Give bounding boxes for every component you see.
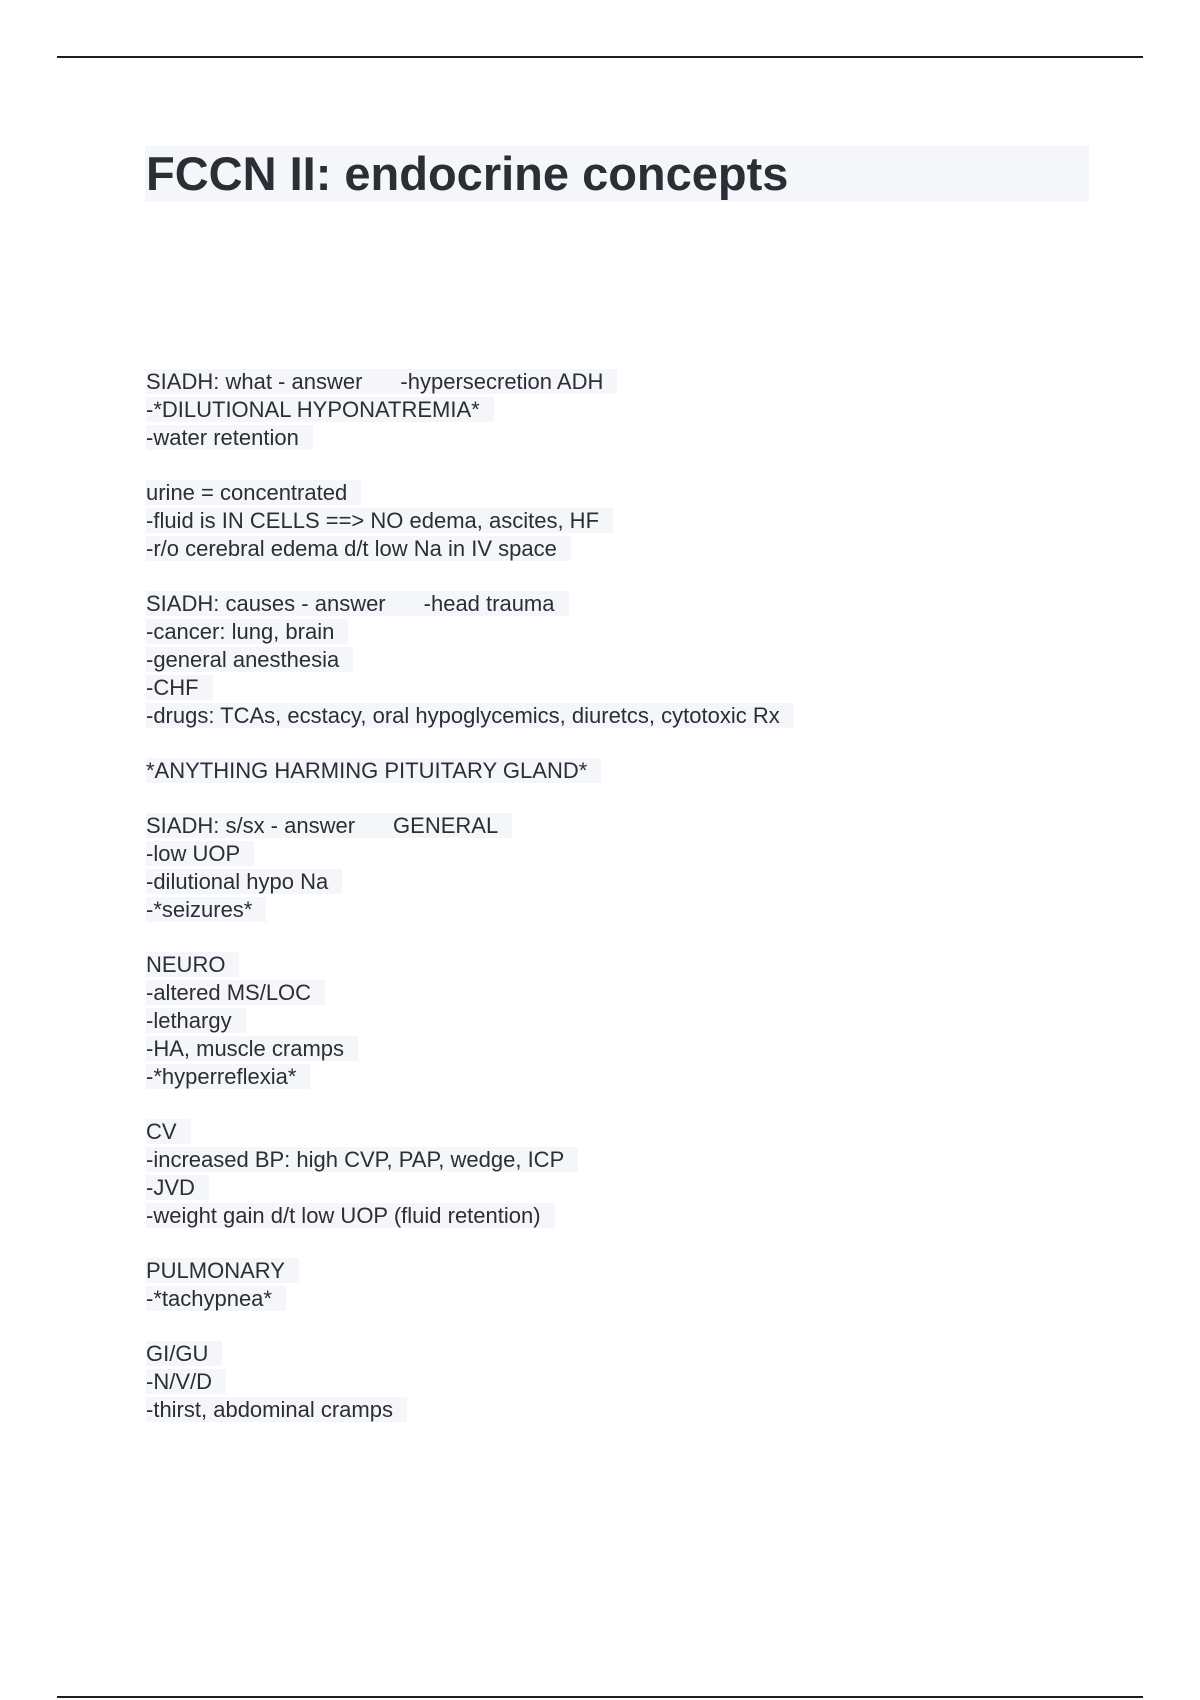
answer-text: GENERAL — [393, 813, 499, 838]
text-line: -general anesthesia — [146, 646, 1106, 674]
text-line: *ANYTHING HARMING PITUITARY GLAND* — [146, 757, 1106, 785]
answer-text: -hypersecretion ADH — [400, 369, 604, 394]
paragraph — [146, 1340, 1106, 1424]
document-body — [146, 368, 1106, 1451]
bottom-rule — [57, 1696, 1143, 1698]
page-title: FCCN II: endocrine concepts — [146, 147, 789, 200]
text-line: -increased BP: high CVP, PAP, wedge, ICP — [146, 1146, 1106, 1174]
text-line: -HA, muscle cramps — [146, 1035, 1106, 1063]
question-line — [146, 590, 1106, 618]
text-line: -dilutional hypo Na — [146, 868, 1106, 896]
text-line: -*DILUTIONAL HYPONATREMIA* — [146, 396, 1106, 424]
paragraph — [146, 479, 1106, 563]
text-line: -lethargy — [146, 1007, 1106, 1035]
text-line: -weight gain d/t low UOP (fluid retention) — [146, 1202, 1106, 1230]
text-line: -low UOP — [146, 840, 1106, 868]
text-line: NEURO — [146, 951, 1106, 979]
question-line — [146, 812, 1106, 840]
text-line: -cancer: lung, brain — [146, 618, 1106, 646]
text-line: GI/GU — [146, 1340, 1106, 1368]
paragraph — [146, 951, 1106, 1091]
paragraph — [146, 590, 1106, 730]
paragraph — [146, 368, 1106, 452]
text-line: -N/V/D — [146, 1368, 1106, 1396]
paragraph — [146, 1257, 1106, 1313]
text-line: -*tachypnea* — [146, 1285, 1106, 1313]
question-text: SIADH: s/sx - answer — [146, 813, 356, 838]
paragraph — [146, 1118, 1106, 1230]
text-line: -r/o cerebral edema d/t low Na in IV space — [146, 535, 1106, 563]
text-line: -JVD — [146, 1174, 1106, 1202]
question-text: SIADH: causes - answer — [146, 591, 386, 616]
text-line: -altered MS/LOC — [146, 979, 1106, 1007]
text-line: urine = concentrated — [146, 479, 1106, 507]
paragraph — [146, 812, 1106, 924]
text-line: -fluid is IN CELLS ==> NO edema, ascites, HF — [146, 507, 1106, 535]
text-line: -CHF — [146, 674, 1106, 702]
question-text: SIADH: what - answer — [146, 369, 363, 394]
text-line: -drugs: TCAs, ecstacy, oral hypoglycemics, diuretcs, cytotoxic Rx — [146, 702, 1106, 730]
text-line: -*hyperreflexia* — [146, 1063, 1106, 1091]
top-rule — [57, 56, 1143, 58]
text-line: CV — [146, 1118, 1106, 1146]
text-line: -water retention — [146, 424, 1106, 452]
paragraph — [146, 757, 1106, 785]
text-line: -thirst, abdominal cramps — [146, 1396, 1106, 1424]
text-line: PULMONARY — [146, 1257, 1106, 1285]
answer-text: -head trauma — [423, 591, 555, 616]
question-line — [146, 368, 1106, 396]
text-line: -*seizures* — [146, 896, 1106, 924]
